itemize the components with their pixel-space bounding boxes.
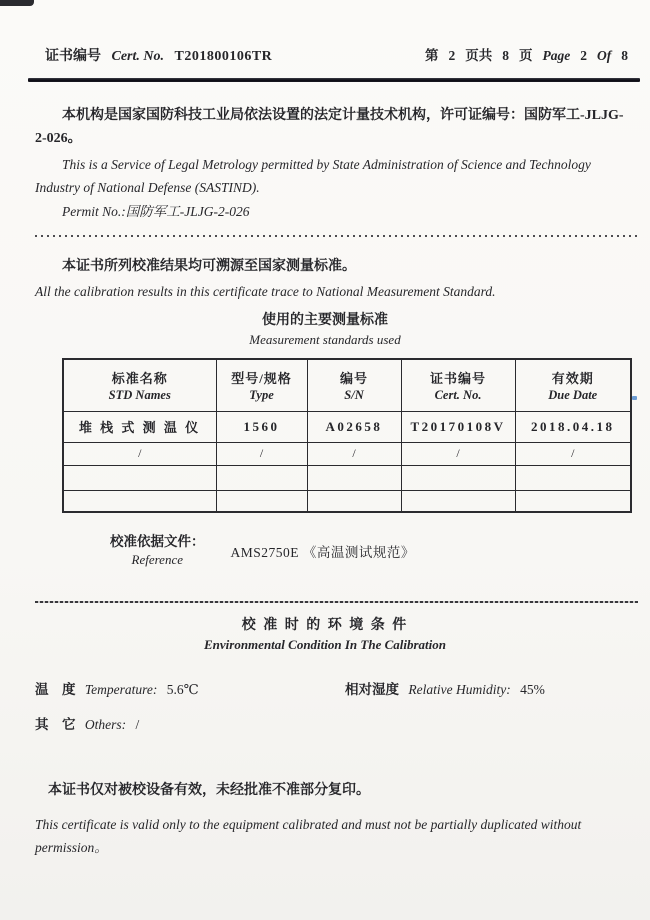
trace-text-cn: 本证书所列校准结果均可溯源至国家测量标准。 [62, 259, 356, 274]
col-header-en: Cert. No. [434, 387, 482, 402]
table-cell [515, 465, 631, 490]
page-total: 8 [502, 48, 509, 63]
col-header-en: S/N [344, 387, 364, 402]
others-label-cn: 其 它 [35, 717, 76, 732]
col-header-cn: 标准名称 [111, 370, 168, 386]
scan-artifact-top-left [0, 0, 34, 6]
traceability-section [35, 254, 625, 304]
table-row [63, 465, 631, 490]
table-cell [515, 490, 631, 512]
col-header-serial [307, 359, 401, 411]
col-header-due-date [515, 359, 631, 411]
temperature-value: 5.6℃ [166, 682, 199, 697]
table-cell: A02658 [307, 411, 401, 442]
page-suffix-cn: 页 [519, 48, 533, 63]
col-header-cn: 型号/规格 [231, 370, 292, 386]
validity-note-en: This certificate is valid only to the equipment calibrated and must not be partially duplicated without permission。 [35, 817, 582, 855]
standards-title-en: Measurement standards used [249, 332, 401, 347]
environment-title-cn: 校 准 时 的 环 境 条 件 [241, 618, 409, 633]
table-cell: / [307, 442, 401, 465]
dotted-separator [35, 235, 640, 237]
table-cell [63, 465, 216, 490]
cert-label-en: Cert. No. [111, 49, 164, 64]
table-cell [63, 490, 216, 512]
legal-metrology-section [35, 104, 625, 223]
table-cell [401, 465, 515, 490]
validity-note-cn: 本证书仅对被校设备有效，未经批准不准部分复印。 [48, 783, 370, 798]
others-value: / [135, 717, 140, 732]
table-cell [307, 465, 401, 490]
intro-text-cn: 本机构是国家国防科技工业局依法设置的法定计量技术机构，许可证编号：国防军工-JLJG-2-026。 [35, 108, 624, 146]
permit-number-line: Permit No.:国防军工-JLJG-2-026 [62, 204, 250, 219]
validity-note-section [35, 779, 630, 859]
cert-label-cn: 证书编号 [45, 49, 101, 64]
col-header-en: Due Date [548, 387, 598, 402]
col-header-std-names [63, 359, 216, 411]
others-row [35, 713, 650, 733]
intro-text-en: This is a Service of Legal Metrology permitted by State Administration of Science and Technology Industry of National Defense (SASTIND). [35, 157, 591, 195]
reference-section [110, 533, 650, 569]
col-header-en: STD Names [108, 387, 171, 402]
temperature-item [35, 678, 345, 698]
table-row [63, 442, 631, 465]
reference-label-en: Reference [131, 552, 183, 567]
humidity-value: 45% [520, 682, 545, 697]
cert-number: T201800106TR [174, 49, 273, 64]
table-cell: / [401, 442, 515, 465]
table-cell: / [216, 442, 307, 465]
environment-section [0, 601, 650, 733]
temperature-label-en: Temperature: [84, 682, 158, 697]
page-number: 2 [448, 48, 456, 63]
environment-title [0, 616, 650, 654]
table-row [63, 490, 631, 512]
others-label-en: Others: [84, 717, 127, 732]
humidity-label-cn: 相对湿度 [345, 682, 399, 697]
standards-title-cn: 使用的主要测量标准 [262, 313, 388, 328]
scan-speck-blue [632, 396, 637, 400]
environment-values-row [35, 678, 650, 698]
dense-separator [35, 601, 638, 603]
table-cell [307, 490, 401, 512]
table-cell: T20170108V [401, 411, 515, 442]
table-header-row [63, 359, 631, 411]
standards-title [0, 311, 650, 349]
col-header-type [216, 359, 307, 411]
table-cell [401, 490, 515, 512]
measurement-standards-table [62, 358, 632, 513]
page-header [45, 44, 628, 65]
table-cell: 堆 栈 式 测 温 仪 [63, 411, 216, 442]
table-cell: / [515, 442, 631, 465]
col-header-cn: 编号 [339, 370, 368, 386]
table-row [63, 411, 631, 442]
page-mid-cn: 页共 [465, 48, 493, 63]
page-label-en: Page [542, 48, 571, 63]
col-header-cn: 有效期 [551, 370, 594, 386]
table-cell [216, 465, 307, 490]
table-cell: / [63, 442, 216, 465]
trace-text-en: All the calibration results in this certificate trace to National Measurement Standard. [35, 284, 496, 299]
header-rule [28, 78, 640, 82]
col-header-en: Type [249, 387, 274, 402]
table-cell [216, 490, 307, 512]
reference-value: AMS2750E 《高温测试规范》 [230, 545, 415, 560]
others-item [35, 713, 145, 733]
page-prefix-cn: 第 [425, 48, 439, 63]
page-total-en: 8 [621, 48, 628, 63]
reference-label [110, 533, 205, 569]
temperature-label-cn: 温 度 [35, 682, 76, 697]
humidity-item [345, 678, 551, 698]
page-number-en: 2 [580, 48, 587, 63]
col-header-cn: 证书编号 [429, 370, 486, 386]
table-cell: 2018.04.18 [515, 411, 631, 442]
of-label-en: Of [597, 48, 612, 63]
pagination [425, 44, 628, 64]
cert-number-line [45, 45, 279, 65]
humidity-label-en: Relative Humidity: [408, 682, 511, 697]
col-header-cert-no [401, 359, 515, 411]
environment-title-en: Environmental Condition In The Calibration [203, 637, 446, 652]
reference-label-cn: 校准依据文件： [110, 534, 205, 549]
table-cell: 1560 [216, 411, 307, 442]
